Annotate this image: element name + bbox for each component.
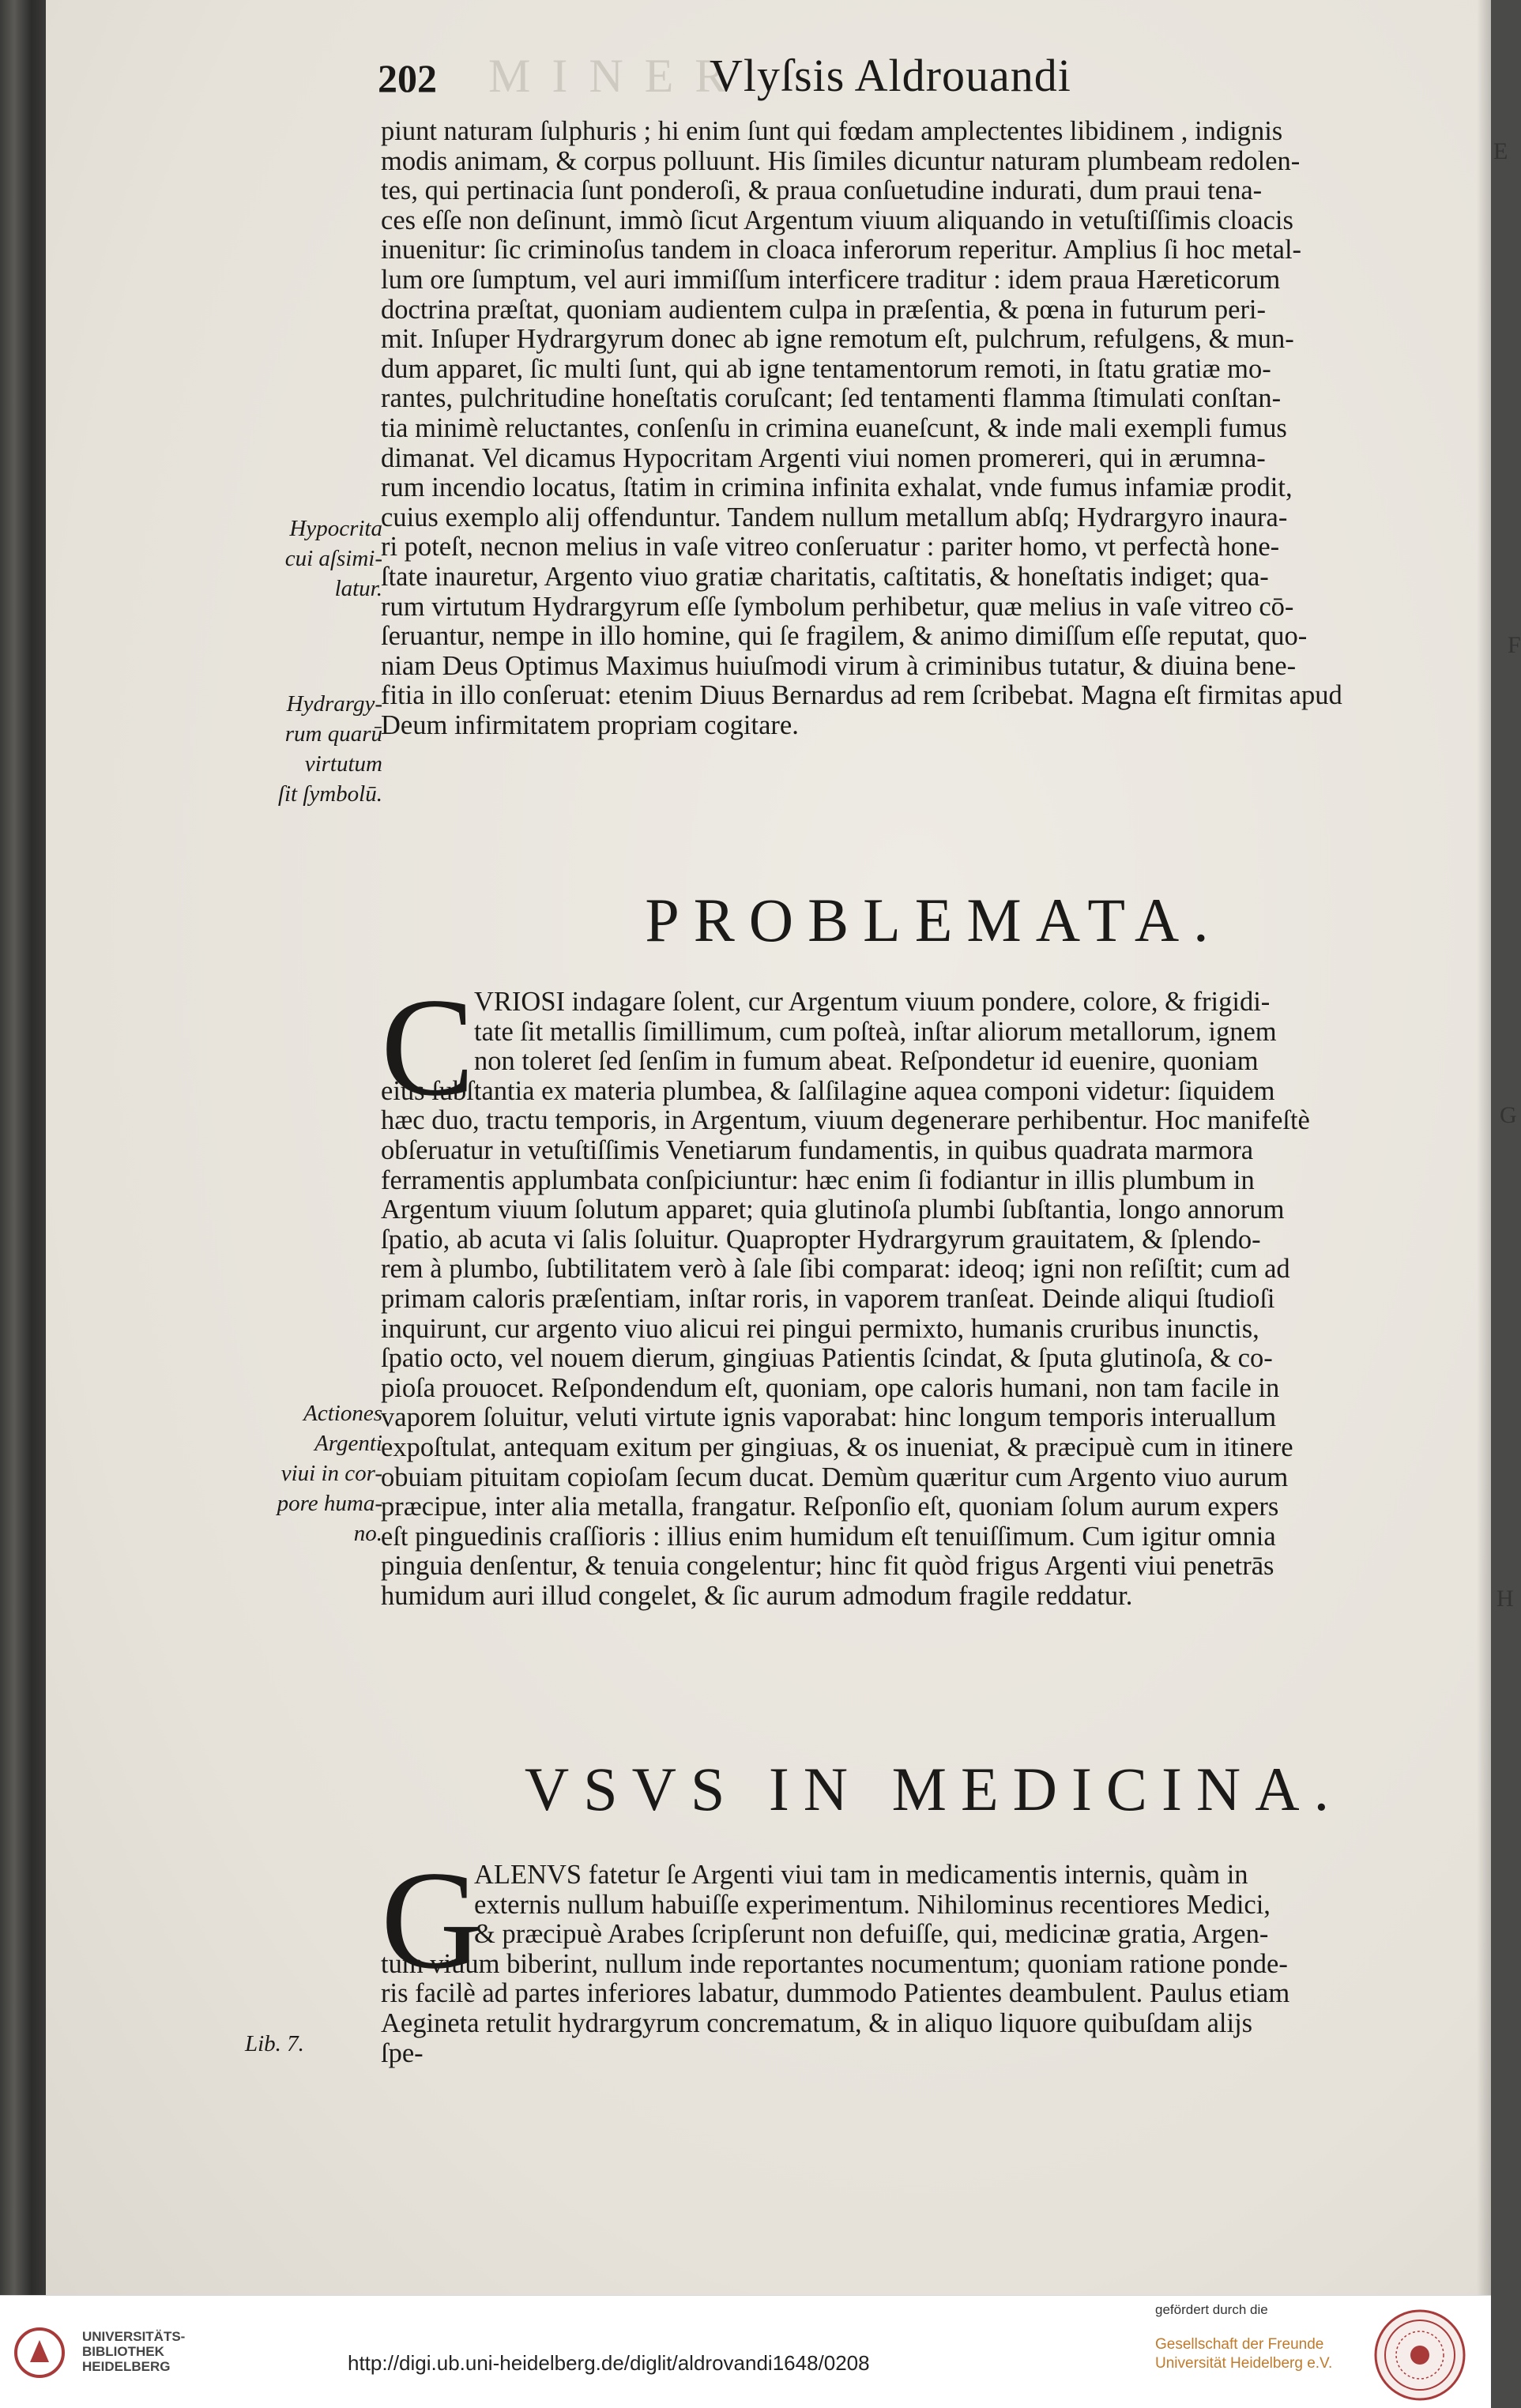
running-head: Vlyſsis Aldrouandi: [710, 50, 1071, 101]
text-line: ri poteſt, necnon melius in vaſe vitreo conſeruatur : pariter homo, vt perfectà hone-: [381, 532, 1280, 562]
margin-note-hypocrita: [224, 514, 382, 604]
text-line: tes, qui pertinacia ſunt ponderoſi, & praua conſuetudine indurati, dum praui tena-: [381, 175, 1263, 206]
text-line: lum ore ſumptum, vel auri immiſſum interficere traditur : idem praua Hæreticorum: [381, 264, 1281, 295]
society-text-line: Universität Heidelberg e.V.: [1155, 2355, 1333, 2372]
text-line: niam Deus Optimus Maximus huiuſmodi virum à criminibus tutatur, & diuina bene-: [381, 650, 1297, 681]
text-line: ſeruantur, nempe in illo homine, qui ſe fragilem, & animo dimiſſum eſſe reputat, quo-: [381, 621, 1308, 652]
text-line: fitia in illo conſeruat: etenim Diuus Bernardus ad rem ſcribebat. Magna eſt firmitas apud: [381, 680, 1342, 711]
page-header: [378, 49, 1247, 112]
funded-by-label: gefördert durch die: [1155, 2302, 1268, 2317]
text-line: non toleret ſed ſenſim in fumum abeat. Reſpondetur id euenire, quoniam: [474, 1046, 1259, 1077]
text-line: præcipue, inter alia metalla, frangatur. Reſponſio eſt, quoniam ſolum aurum expers: [381, 1492, 1279, 1522]
text-line: tate ſit metallis ſimillimum, cum poſteà, inſtar aliorum metallorum, ignem: [474, 1016, 1277, 1047]
margin-note-line: rum quarū: [284, 721, 382, 747]
text-line: rum virtutum Hydrargyrum eſſe ſymbolum perhibetur, quæ melius in vaſe vitreo cō-: [381, 591, 1294, 622]
text-line: expoſtulat, antequam exitum per gingiuas, & os inueniat, & præcipuè cum in itinere: [381, 1432, 1293, 1462]
permalink-url[interactable]: http://digi.ub.uni-heidelberg.de/diglit/aldrovandi1648/0208: [348, 2351, 870, 2375]
text-line: ALENVS fatetur ſe Argenti viui tam in medicamentis internis, quàm in: [474, 1860, 1248, 1890]
text-line: & præcipuè Arabes ſcripſerunt non defuiſſe, qui, medicinæ gratia, Argen-: [474, 1919, 1269, 1950]
paragraph-usus: [381, 1842, 1487, 2068]
text-line: Deum infirmitatem propriam cogitare.: [381, 709, 799, 740]
margin-letter-h: H: [1497, 1586, 1514, 1612]
text-line: primam caloris præſentiam, inſtar roris, in vaporem tranſeat. Deinde aliqui ſtudioſi: [381, 1283, 1275, 1314]
logo-text-line: BIBLIOTHEK: [82, 2344, 164, 2359]
text-line: tia minimè reluctantes, conſenſu in crimina euaneſcunt, & inde mali exempli fumus: [381, 412, 1287, 443]
text-line: inquirunt, cur argento viuo alicui rei pingui permixto, humanis cruribus inunctis,: [381, 1313, 1259, 1344]
text-line: Aegineta retulit hydrargyrum concrematum, & in aliquo liquore quibuſdam alijs: [381, 2007, 1253, 2038]
text-line: rum incendio locatus, ſtatim in crimina infinita exhalat, vnde fumus infamiæ prodit,: [381, 472, 1293, 503]
text-line: pioſa prouocet. Reſpondendum eſt, quoniam, ope caloris humani, non tam facile in: [381, 1372, 1280, 1403]
margin-letter-g: G: [1500, 1102, 1517, 1128]
page-number: 202: [378, 56, 437, 100]
paragraph-problemata: [381, 969, 1487, 1611]
text-line: dimanat. Vel dicamus Hypocritam Argenti viui nomen promereri, qui in ærumna-: [381, 442, 1266, 473]
margin-note-line: Lib. 7.: [245, 2031, 304, 2056]
text-line: piunt naturam ſulphuris ; hi enim ſunt qui fœdam amplectentes libidinem , indignis: [381, 116, 1283, 146]
text-line: ces eſſe non deſinunt, immò ſicut Argentum viuum aliquando in vetuſtiſſimis cloacis: [381, 205, 1293, 235]
text-line: pinguia denſentur, & tenuia congelentur; hinc fit quòd frigus Argenti viui penetrās: [381, 1551, 1274, 1582]
margin-note-line: viui in cor-: [280, 1461, 382, 1486]
text-line: rantes, pulchritudine honeſtatis coruſcant; ſed tentamenti flamma ſtimulati conſtan-: [381, 383, 1282, 414]
text-line: ſpe-: [381, 2037, 424, 2068]
margin-note-line: Hydrargy-: [286, 691, 382, 717]
body-text-block-1: [381, 117, 1487, 740]
margin-note-line: no.: [353, 1521, 382, 1546]
text-line: ſpatio, ab acuta vi ſalis ſoluitur. Quapropter Hydrargyrum grauitatem, & ſplendo-: [381, 1224, 1261, 1255]
university-library-logo-text: [82, 2329, 185, 2374]
university-library-seal-icon: [14, 2327, 65, 2378]
text-line: modis animam, & corpus polluunt. His ſimiles dicuntur naturam plumbeam redolen-: [381, 145, 1301, 176]
society-seal-icon: [1373, 2308, 1466, 2402]
viewer-footer: [0, 2295, 1491, 2408]
text-line: obuiam pituitam copioſam ſecum ducat. Demùm quæritur cum Argento viuo aurum: [381, 1462, 1289, 1492]
section-heading-usus: VSVS IN MEDICINA.: [524, 1755, 1344, 1823]
text-line: ris facilè ad partes inferiores labatur, dummodo Patientes deambulent. Paulus etiam: [381, 1978, 1290, 2009]
drop-cap-c: C: [381, 969, 475, 1125]
margin-note-line: Actiones: [303, 1401, 382, 1426]
text-line: tum viuum biberint, nullum inde reportantes nocumentum; quoniam ratione ponde-: [381, 1948, 1288, 1979]
margin-note-line: cui aſsimi-: [284, 546, 382, 571]
margin-letter-e: E: [1493, 138, 1508, 164]
text-line: hæc duo, tractu temporis, in Argentum, viuum degenerare perhibentur. Hoc manifeſtè: [381, 1105, 1310, 1136]
text-line: eſt pinguedinis craſſioris : illius enim humidum eſt tenuiſſimum. Cum igitur omnia: [381, 1521, 1276, 1552]
paragraph-lines: [381, 1842, 1487, 2068]
text-line: vaporem ſoluitur, veluti virtute ignis vaporabat: hinc longum temporis interuallum: [381, 1402, 1277, 1433]
text-line: cuius exemplo alij offenduntur. Tandem nullum metallum abſq; Hydrargyro inaura-: [381, 502, 1288, 532]
paragraph-lines: [381, 969, 1487, 1611]
text-line: ſpatio octo, vel nouem dierum, gingiuas Patientis ſcindat, & ſputa glutinoſa, & co-: [381, 1343, 1273, 1374]
margin-note-line: latur.: [334, 576, 382, 601]
text-line: humidum auri illud congelet, & ſic aurum admodum fragile reddatur.: [381, 1580, 1133, 1611]
text-line: rem à plumbo, ſubtilitatem verò à ſale ſibi comparat: ideoq; igni non reſiſtit; cum ad: [381, 1254, 1290, 1285]
margin-note-line: ſit ſymbolū.: [277, 781, 382, 807]
text-line: mit. Inſuper Hydrargyrum donec ab igne remotum eſt, pulchrum, refulgens, & mun-: [381, 324, 1294, 355]
text-line: obſeruatur in vetuſtiſſimis Venetiarum fundamentis, in quibus quadrata marmora: [381, 1134, 1254, 1165]
section-heading-problemata: PROBLEMATA.: [645, 886, 1223, 954]
society-text-line: Gesellschaft der Freunde: [1155, 2336, 1324, 2353]
margin-note-lib7: [245, 2029, 403, 2059]
margin-note-line: virtutum: [304, 751, 382, 777]
margin-note-actiones: [224, 1398, 382, 1548]
margin-letter-f: F: [1508, 632, 1521, 658]
text-line: ſtate inauretur, Argento viuo gratiæ charitatis, caſtitatis, & honeſtatis indiget; qua-: [381, 561, 1269, 592]
book-page: [46, 0, 1521, 2295]
margin-note-line: Argenti: [314, 1431, 382, 1456]
margin-note-line: pore huma-: [277, 1491, 382, 1516]
text-line: ferramentis applumbata conſpiciuntur: hæc enim ſi fodiantur in illis plumbum in: [381, 1164, 1255, 1195]
margin-note-line: Hypocrita: [289, 516, 382, 541]
bleed-through-text: M I N E R: [488, 50, 732, 102]
society-name: [1155, 2335, 1332, 2373]
text-line: doctrina præſtat, quoniam audientem culpa in præſentia, & pœna in futurum peri-: [381, 294, 1267, 325]
text-line: VRIOSI indagare ſolent, cur Argentum viuum pondere, colore, & frigidi-: [474, 987, 1271, 1017]
text-line: Argentum viuum ſolutum apparet; quia glutinoſa plumbi ſubſtantia, longo annorum: [381, 1195, 1285, 1225]
logo-text-line: HEIDELBERG: [82, 2359, 171, 2374]
text-line: externis nullum habuiſſe experimentum. Nihilominus recentiores Medici,: [474, 1889, 1271, 1920]
text-line: inuenitur: ſic criminoſus tandem in cloaca inferorum reperitur. Amplius ſi hoc metal-: [381, 235, 1302, 265]
margin-note-hydrargyrum: [224, 689, 382, 809]
text-line: dum apparet, ſic multi ſunt, qui ab igne tentamentorum remoti, in ſtatu gratiæ mo-: [381, 353, 1271, 384]
logo-text-line: UNIVERSITÄTS-: [82, 2329, 186, 2344]
drop-cap-g: G: [381, 1842, 483, 1998]
text-line: eius ſubſtantia ex materia plumbea, & ſalſilagine aquea componi videtur: ſiquidem: [381, 1075, 1275, 1106]
